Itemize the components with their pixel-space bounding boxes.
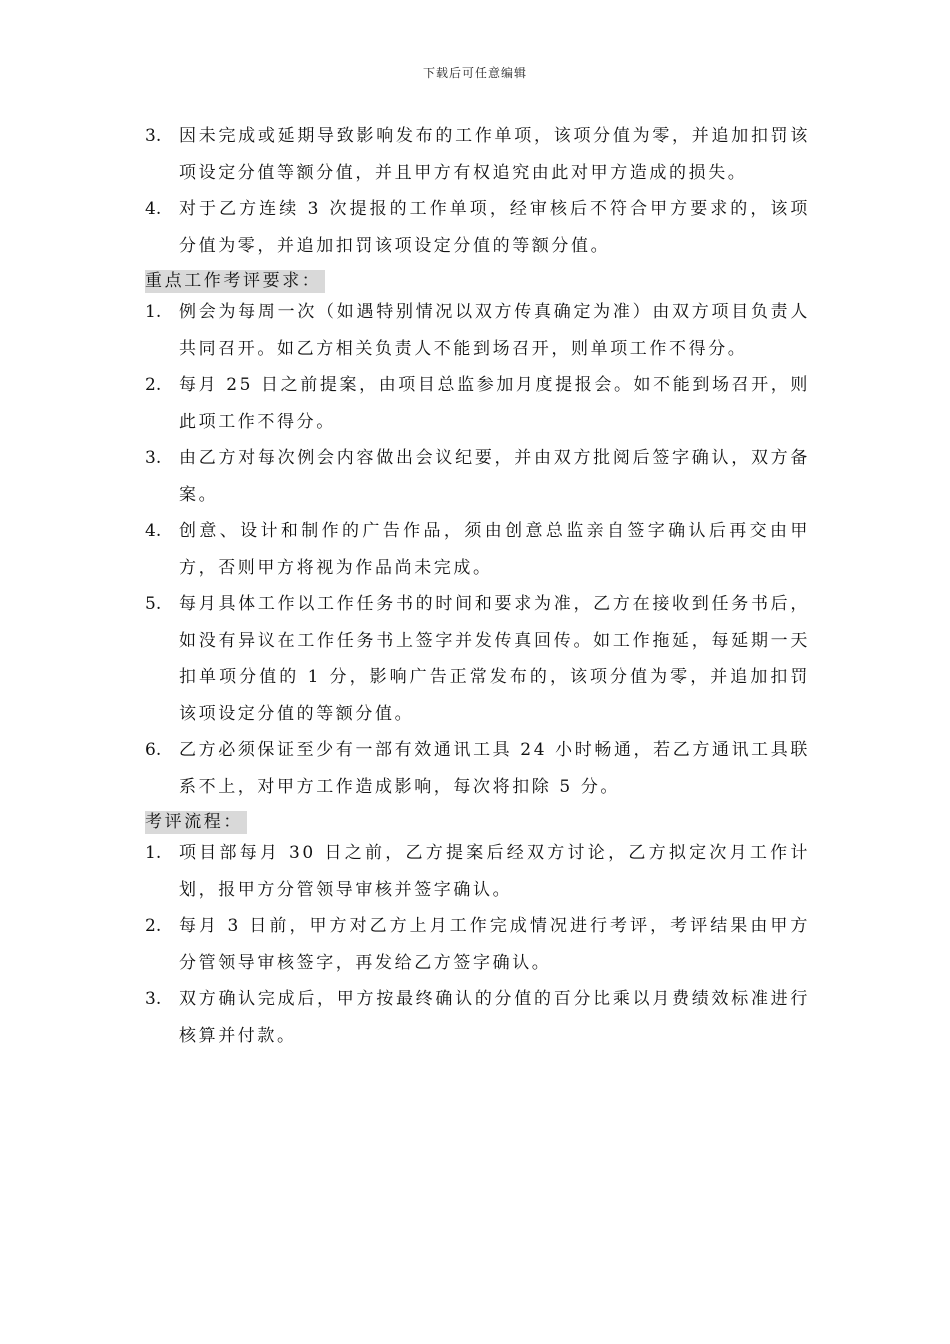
section-heading-key-work: 重点工作考评要求： [145,270,325,293]
item-number: 4. [145,199,162,219]
item-text: 例会为每周一次（如遇特别情况以双方传真确定为准）由双方项目负责人共同召开。如乙方相关负责人不能到场召开，则单项工作不得分。 [179,302,810,359]
item-number: 3. [145,448,162,468]
page-header: 下载后可任意编辑 [422,66,527,80]
item-number: 5. [145,594,162,614]
list-item [145,835,810,908]
item-text: 乙方必须保证至少有一部有效通讯工具 24 小时畅通，若乙方通讯工具联系不上，对甲方工作造成影响，每次将扣除 5 分。 [179,740,810,797]
item-number: 3. [145,126,162,146]
list-item [145,981,810,1054]
key-work-list [145,294,810,805]
document-body [145,118,810,1054]
list-item [145,732,810,805]
item-text: 创意、设计和制作的广告作品，须由创意总监亲自签字确认后再交由甲方，否则甲方将视为作品尚未完成。 [179,521,810,578]
item-number: 2. [145,916,162,936]
penalty-list [145,118,810,264]
list-item [145,294,810,367]
list-item [145,513,810,586]
item-number: 6. [145,740,162,760]
process-list [145,835,810,1054]
item-number: 2. [145,375,162,395]
list-item [145,908,810,981]
item-text: 每月 3 日前，甲方对乙方上月工作完成情况进行考评，考评结果由甲方分管领导审核签字，再发给乙方签字确认。 [179,916,810,973]
item-number: 1. [145,302,162,322]
item-text: 由乙方对每次例会内容做出会议纪要，并由双方批阅后签字确认，双方备案。 [179,448,810,505]
section-heading-process: 考评流程： [145,811,247,834]
item-text: 对于乙方连续 3 次提报的工作单项，经审核后不符合甲方要求的，该项分值为零，并追加扣罚该项设定分值的等额分值。 [179,199,810,256]
item-text: 每月 25 日之前提案，由项目总监参加月度提报会。如不能到场召开，则此项工作不得分。 [179,375,810,432]
item-number: 4. [145,521,162,541]
list-item [145,586,810,732]
list-item [145,191,810,264]
item-number: 1. [145,843,162,863]
item-text: 项目部每月 30 日之前，乙方提案后经双方讨论，乙方拟定次月工作计划，报甲方分管领导审核并签字确认。 [179,843,810,900]
list-item [145,367,810,440]
item-text: 每月具体工作以工作任务书的时间和要求为准，乙方在接收到任务书后，如没有异议在工作任务书上签字并发传真回传。如工作拖延，每延期一天扣单项分值的 1 分，影响广告正常发布的，该项分值为零，并追加扣罚该项设定分值的等额分值。 [179,594,810,724]
item-text: 因未完成或延期导致影响发布的工作单项，该项分值为零，并追加扣罚该项设定分值等额分值，并且甲方有权追究由此对甲方造成的损失。 [179,126,810,183]
item-number: 3. [145,989,162,1009]
item-text: 双方确认完成后，甲方按最终确认的分值的百分比乘以月费绩效标准进行核算并付款。 [179,989,810,1046]
list-item [145,118,810,191]
list-item [145,440,810,513]
